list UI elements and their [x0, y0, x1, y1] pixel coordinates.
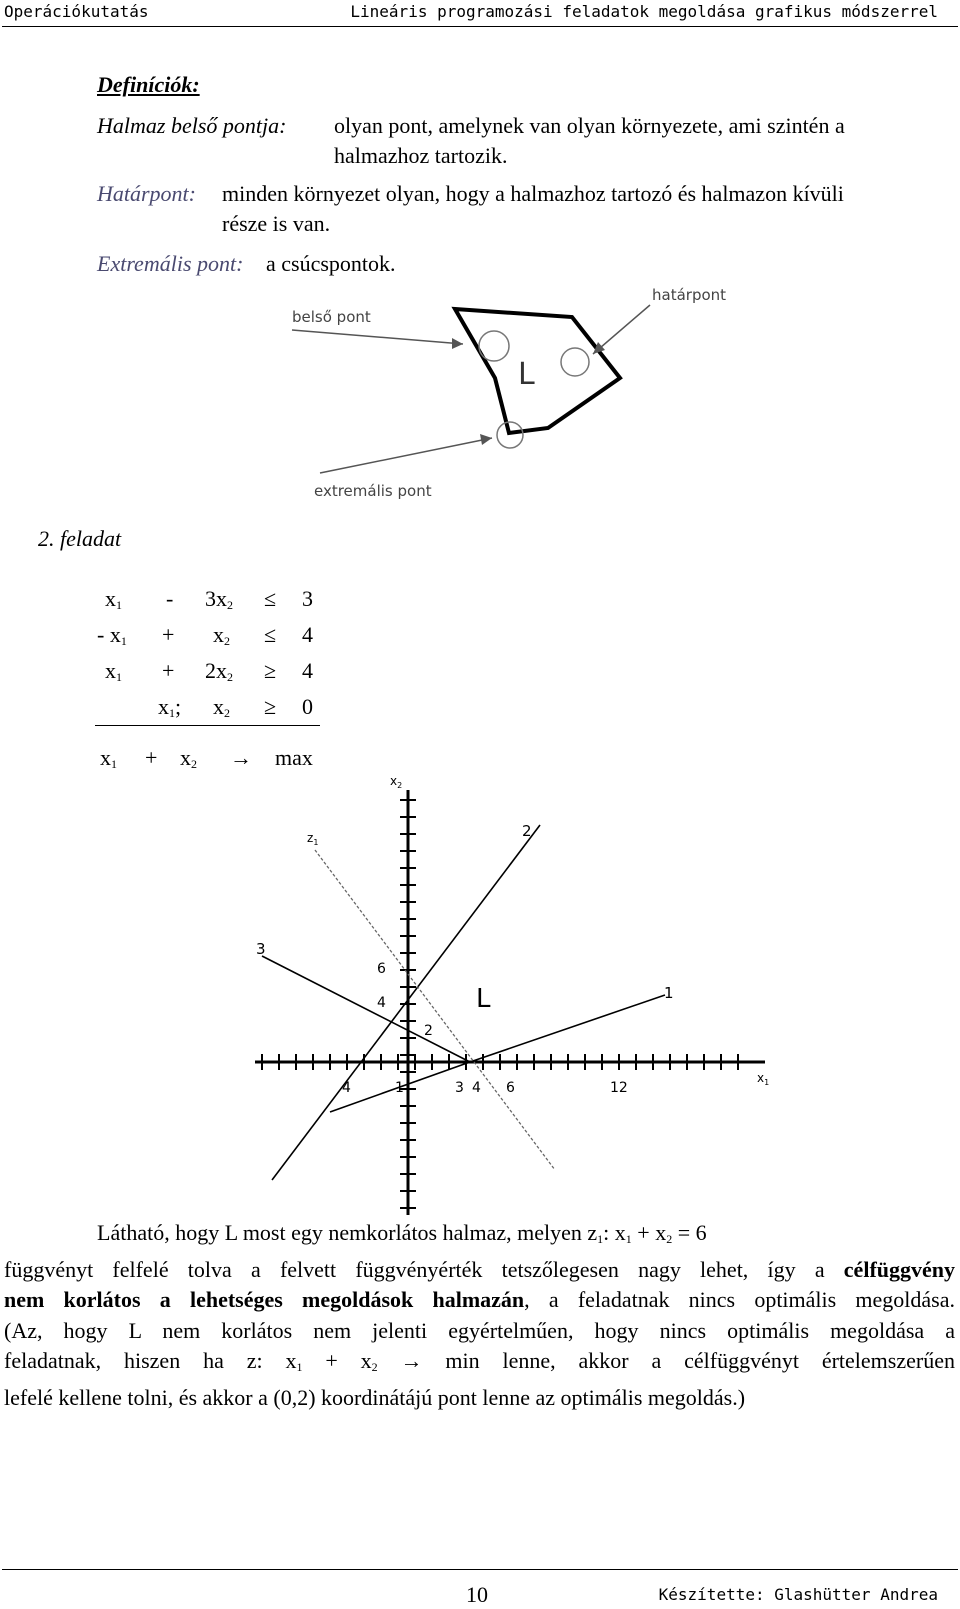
- extremal-arrowhead: [480, 434, 492, 445]
- boundary-term: Határpont:: [97, 181, 196, 206]
- conclusion-line-3: nem korlátos a lehetséges megoldások halmazán, a feladatnak nincs optimális megoldása.: [4, 1287, 955, 1312]
- x-tick-label-neg4: 4: [342, 1080, 351, 1096]
- boundary-point-circle: [561, 348, 589, 376]
- inner-pointer-line: [292, 330, 463, 344]
- z1-label: $z_1$: [307, 831, 319, 847]
- y-tick-label-2: 2: [424, 1023, 433, 1039]
- conclusion-paragraph: [4, 1218, 955, 1413]
- extremal-pointer-line: [320, 438, 492, 473]
- footer-divider: [2, 1569, 958, 1570]
- page-header: [0, 0, 960, 34]
- boundary-def-1: minden környezet olyan, hogy a halmazhoz tartozó és halmazon kívüli: [222, 181, 844, 206]
- y-tick-label-6: 6: [377, 961, 386, 977]
- conclusion-line-1: Látható, hogy L most egy nemkorlátos halmaz, melyen $z_1$: $x_1 + x_2 = 6$: [97, 1220, 707, 1246]
- conclusion-line-2: függvényt felfelé tolva a felvett függvényérték tetszőlegesen nagy lehet, így a célfüggvény: [4, 1256, 955, 1282]
- label-boundary-point: határpont: [652, 286, 727, 304]
- x1-axis-label: $x_1$: [757, 1071, 770, 1087]
- line-label-1: 1: [664, 984, 674, 1002]
- header-right: Lineáris programozási feladatok megoldása grafikus módszerrel: [350, 2, 938, 21]
- constraint-line-3: [262, 956, 470, 1062]
- x-tick-label-3: 3: [455, 1080, 464, 1096]
- boundary-def-2: része is van.: [222, 211, 331, 236]
- conclusion-line-6: lefelé kellene tolni, és akkor a (0,2) koordinátájú pont lenne az optimális megoldás.): [4, 1384, 746, 1410]
- x-tick-label-4: 4: [472, 1080, 481, 1096]
- conclusion-line-5: feladatnak, hiszen ha z: $x_1 + x_2 \to \min$ lenne, akkor a célfüggvényt értelemszerűen: [4, 1348, 955, 1374]
- conclusion-line-4: (Az, hogy L nem korlátos nem jelenti egyértelműen, hogy nincs optimális megoldása a: [4, 1317, 955, 1343]
- region-polygon: [455, 309, 620, 433]
- header-divider: [2, 26, 958, 27]
- constraint-line-1-upper: [470, 995, 665, 1062]
- header-left: Operációkutatás: [4, 2, 149, 21]
- definitions-title: Definíciók:: [97, 72, 200, 97]
- y-tick-label-4: 4: [377, 995, 386, 1011]
- inner-point-def-2: halmazhoz tartozik.: [334, 143, 508, 168]
- definitions-figure: [280, 280, 750, 505]
- objective-line-z1: [315, 850, 555, 1170]
- footer-author: Készítette: Glashütter Andrea: [658, 1585, 938, 1604]
- x2-axis-label: $x_2$: [390, 774, 403, 790]
- graph-region-label: L: [476, 984, 491, 1014]
- page-number: 10: [466, 1582, 488, 1607]
- inner-point-term: Halmaz belső pontja:: [97, 113, 287, 138]
- extremal-def: a csúcspontok.: [266, 251, 396, 276]
- task-title: 2. feladat: [38, 526, 122, 551]
- constraints-rule: [95, 725, 320, 726]
- label-extremal-point: extremális pont: [314, 482, 432, 500]
- x-tick-label-6: 6: [506, 1080, 515, 1096]
- extremal-term: Extremális pont:: [97, 251, 244, 276]
- lp-graph: [0, 770, 960, 1220]
- line-label-2: 2: [522, 822, 532, 840]
- inner-arrowhead: [452, 338, 463, 349]
- line-label-3: 3: [256, 940, 266, 958]
- inner-point-circle: [479, 331, 509, 361]
- inner-point-def-1: olyan pont, amelynek van olyan környezete, ami szintén a: [334, 113, 845, 138]
- x-tick-label-1: 1: [395, 1080, 404, 1096]
- region-label: L: [518, 357, 535, 392]
- extremal-point-circle: [497, 422, 523, 448]
- constraint-line-2: [272, 825, 540, 1180]
- x-tick-label-12: 12: [610, 1080, 628, 1096]
- label-inner-point: belső pont: [292, 308, 371, 326]
